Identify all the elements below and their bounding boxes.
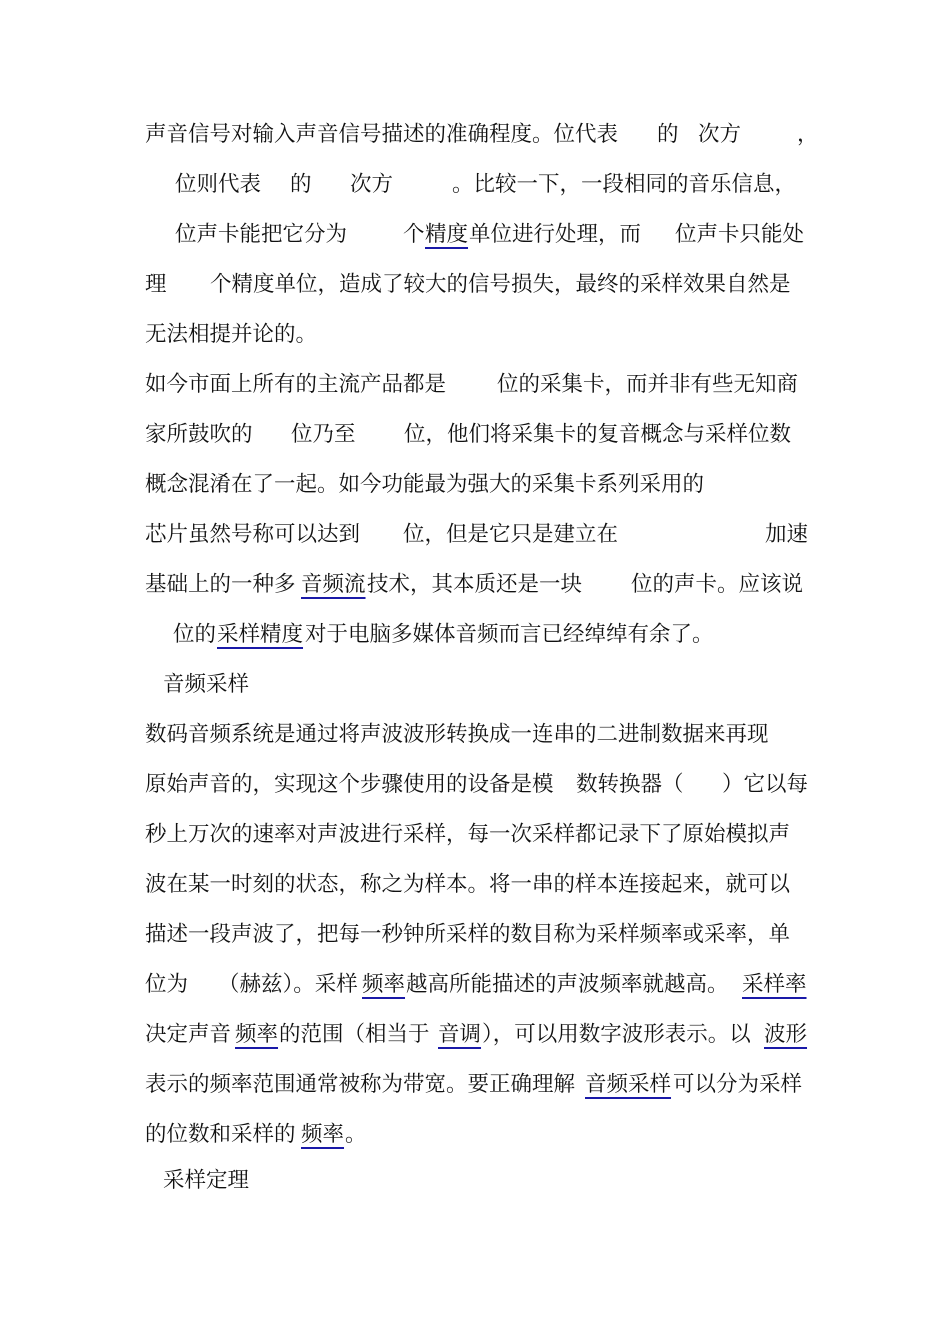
text-fragment: 表示的频率范围通常被称为带宽。要正确理解 (145, 1072, 576, 1097)
glossary-link[interactable]: 频率 (362, 972, 406, 997)
text-fragment: 对于电脑多媒体音频而言已经绰绰有余了。 (305, 622, 714, 647)
text-fragment: （赫兹）。采样 (218, 972, 358, 997)
text-fragment: 位声卡只能处 (675, 222, 805, 247)
text-line: 数码音频系统是通过将声波波形转换成一连串的二进制数据来再现 (145, 722, 769, 747)
text-fragment: 的 (657, 122, 679, 147)
text-fragment: 芯片虽然号称可以达到 (145, 522, 361, 547)
text-fragment: 位为 (145, 972, 189, 997)
text-line: 概念混淆在了一起。如今功能最为强大的采集卡系列采用的 (145, 472, 705, 497)
text-fragment: 基础上的一种多 (145, 572, 296, 597)
text-fragment: 技术，其本质还是一块 (367, 572, 583, 597)
text-fragment: ， (797, 122, 819, 147)
text-line: 描述一段声波了，把每一秒钟所采样的数目称为采样频率或采率，单 (145, 922, 791, 947)
text-fragment: 决定声音 (145, 1022, 232, 1047)
text-line: 无法相提并论的。 (145, 322, 318, 347)
text-fragment: 个精度单位，造成了较大的信号损失，最终的采样效果自然是 (210, 272, 791, 297)
text-fragment: 。 (345, 1122, 367, 1147)
text-fragment: 位的 (173, 622, 217, 647)
text-fragment: 理 (145, 272, 167, 297)
glossary-link[interactable]: 采样精度 (217, 622, 304, 647)
text-fragment: 的位数和采样的 (145, 1122, 296, 1147)
text-fragment: 家所鼓吹的 (145, 422, 253, 447)
glossary-link[interactable]: 波形 (764, 1022, 808, 1047)
text-fragment: 单位进行处理，而 (469, 222, 642, 247)
text-fragment: ）它以每 (722, 772, 809, 797)
text-fragment: 位的声卡。应该说 (631, 572, 804, 597)
text-fragment: 个 (403, 222, 425, 247)
text-fragment: 原始声音的，实现这个步骤使用的设备是模 (145, 772, 554, 797)
glossary-link[interactable]: 频率 (301, 1122, 345, 1147)
text-line: 波在某一时刻的状态，称之为样本。将一串的样本连接起来，就可以 (145, 872, 791, 897)
text-fragment: 可以分为采样 (673, 1072, 803, 1097)
text-fragment: 位声卡能把它分为 (175, 222, 348, 247)
text-fragment: 的范围（相当于 (279, 1022, 430, 1047)
glossary-link[interactable]: 频率 (235, 1022, 279, 1047)
text-line: 声音信号对输入声音信号描述的准确程度。位代表 (145, 122, 619, 147)
text-fragment: 次方 (698, 122, 742, 147)
glossary-link[interactable]: 音频采样 (585, 1072, 672, 1097)
glossary-link[interactable]: 精度 (425, 222, 469, 247)
glossary-link[interactable]: 音频流 (301, 572, 366, 597)
text-fragment: 位的采集卡，而并非有些无知商 (497, 372, 799, 397)
glossary-link[interactable]: 采样率 (742, 972, 807, 997)
text-fragment: 数转换器（ (576, 772, 684, 797)
text-fragment: 位乃至 (291, 422, 356, 447)
text-fragment: 位则代表 (175, 172, 262, 197)
section-heading: 采样定理 (163, 1168, 250, 1193)
glossary-link[interactable]: 音调 (438, 1022, 482, 1047)
text-fragment: 次方 (350, 172, 394, 197)
text-fragment: 如今市面上所有的主流产品都是 (145, 372, 447, 397)
text-fragment: 位，但是它只是建立在 (403, 522, 619, 547)
section-heading: 音频采样 (163, 672, 250, 697)
text-line: 秒上万次的速率对声波进行采样，每一次采样都记录下了原始模拟声 (145, 822, 791, 847)
text-fragment: 越高所能描述的声波频率就越高。 (406, 972, 729, 997)
text-fragment: 加速 (765, 522, 809, 547)
text-fragment: ），可以用数字波形表示。以 (482, 1022, 751, 1047)
text-fragment: 位，他们将采集卡的复音概念与采样位数 (404, 422, 792, 447)
text-fragment: 的 (290, 172, 312, 197)
text-fragment: 。比较一下，一段相同的音乐信息， (452, 172, 797, 197)
